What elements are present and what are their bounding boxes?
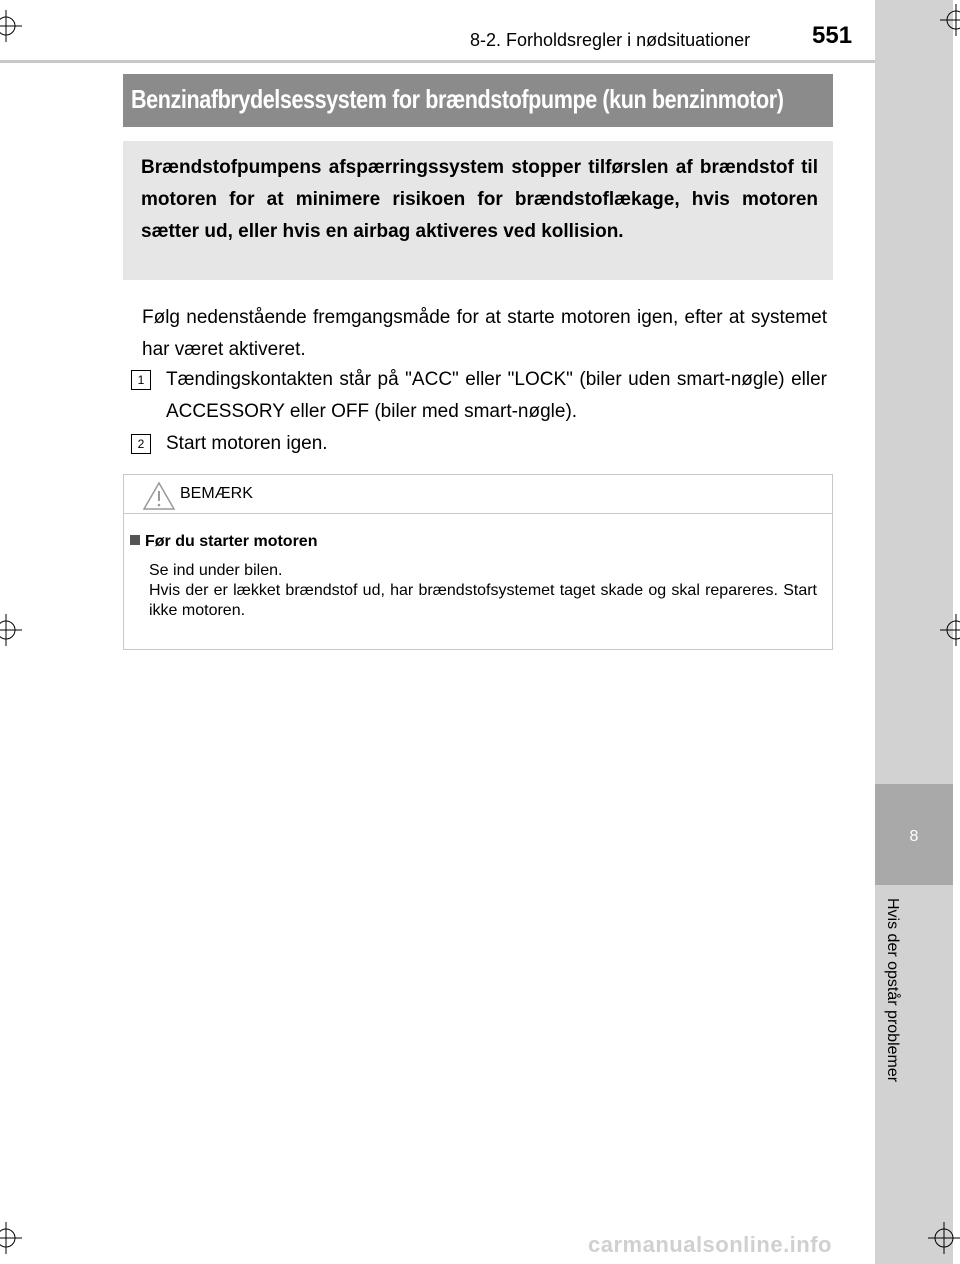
notice-header	[124, 475, 832, 514]
registration-mark-icon	[928, 1222, 960, 1254]
body-paragraph: Følg nedenstående fremgangsmåde for at starte motoren igen, efter at systemet har været aktiveret.	[142, 307, 827, 360]
intro-box	[123, 141, 833, 280]
watermark: carmanualsonline.info	[588, 1232, 832, 1257]
registration-mark-icon	[0, 1222, 22, 1254]
notice-subheading-text: Før du starter motoren	[145, 533, 318, 550]
chapter-number: 8	[909, 828, 919, 845]
running-header: 8-2. Forholdsregler i nødsituationer	[470, 30, 751, 50]
registration-mark-icon	[0, 10, 22, 42]
page-number: 551	[812, 22, 853, 49]
chapter-label: Hvis der opstår problemer	[884, 898, 901, 1083]
notice-subheading	[130, 533, 317, 551]
intro-text: Brændstofpumpens afspærringssystem stopper tilførslen af brændstof til motoren for at minimere risikoen for brændstoflækage, hvis motoren sætter ud, eller hvis en airbag aktiveres ved kollision.	[141, 157, 818, 242]
square-bullet-icon	[130, 535, 140, 545]
registration-mark-icon	[0, 614, 22, 646]
step-text-1: Tændingskontakten står på "ACC" eller "LOCK" (biler uden smart-nøgle) eller ACCESSORY eller OFF (biler med smart-nøgle).	[166, 369, 827, 422]
header-rule	[0, 60, 875, 63]
section-title-bar	[123, 74, 833, 127]
step-text-2: Start motoren igen.	[166, 433, 328, 454]
notice-title: BEMÆRK	[180, 485, 253, 502]
notice-box	[123, 474, 833, 650]
notice-body: Se ind under bilen. Hvis der er lækket brændstof ud, har brændstofsystemet taget skade og skal repareres. Start ikke motoren.	[149, 562, 817, 619]
registration-mark-icon	[940, 614, 960, 646]
warning-triangle-icon	[142, 481, 176, 511]
registration-mark-icon	[940, 4, 960, 36]
step-number-1: 1	[131, 370, 151, 390]
step-number-2: 2	[131, 434, 151, 454]
section-title: Benzinafbrydelsessystem for brændstofpumpe (kun benzinmotor)	[131, 84, 784, 114]
